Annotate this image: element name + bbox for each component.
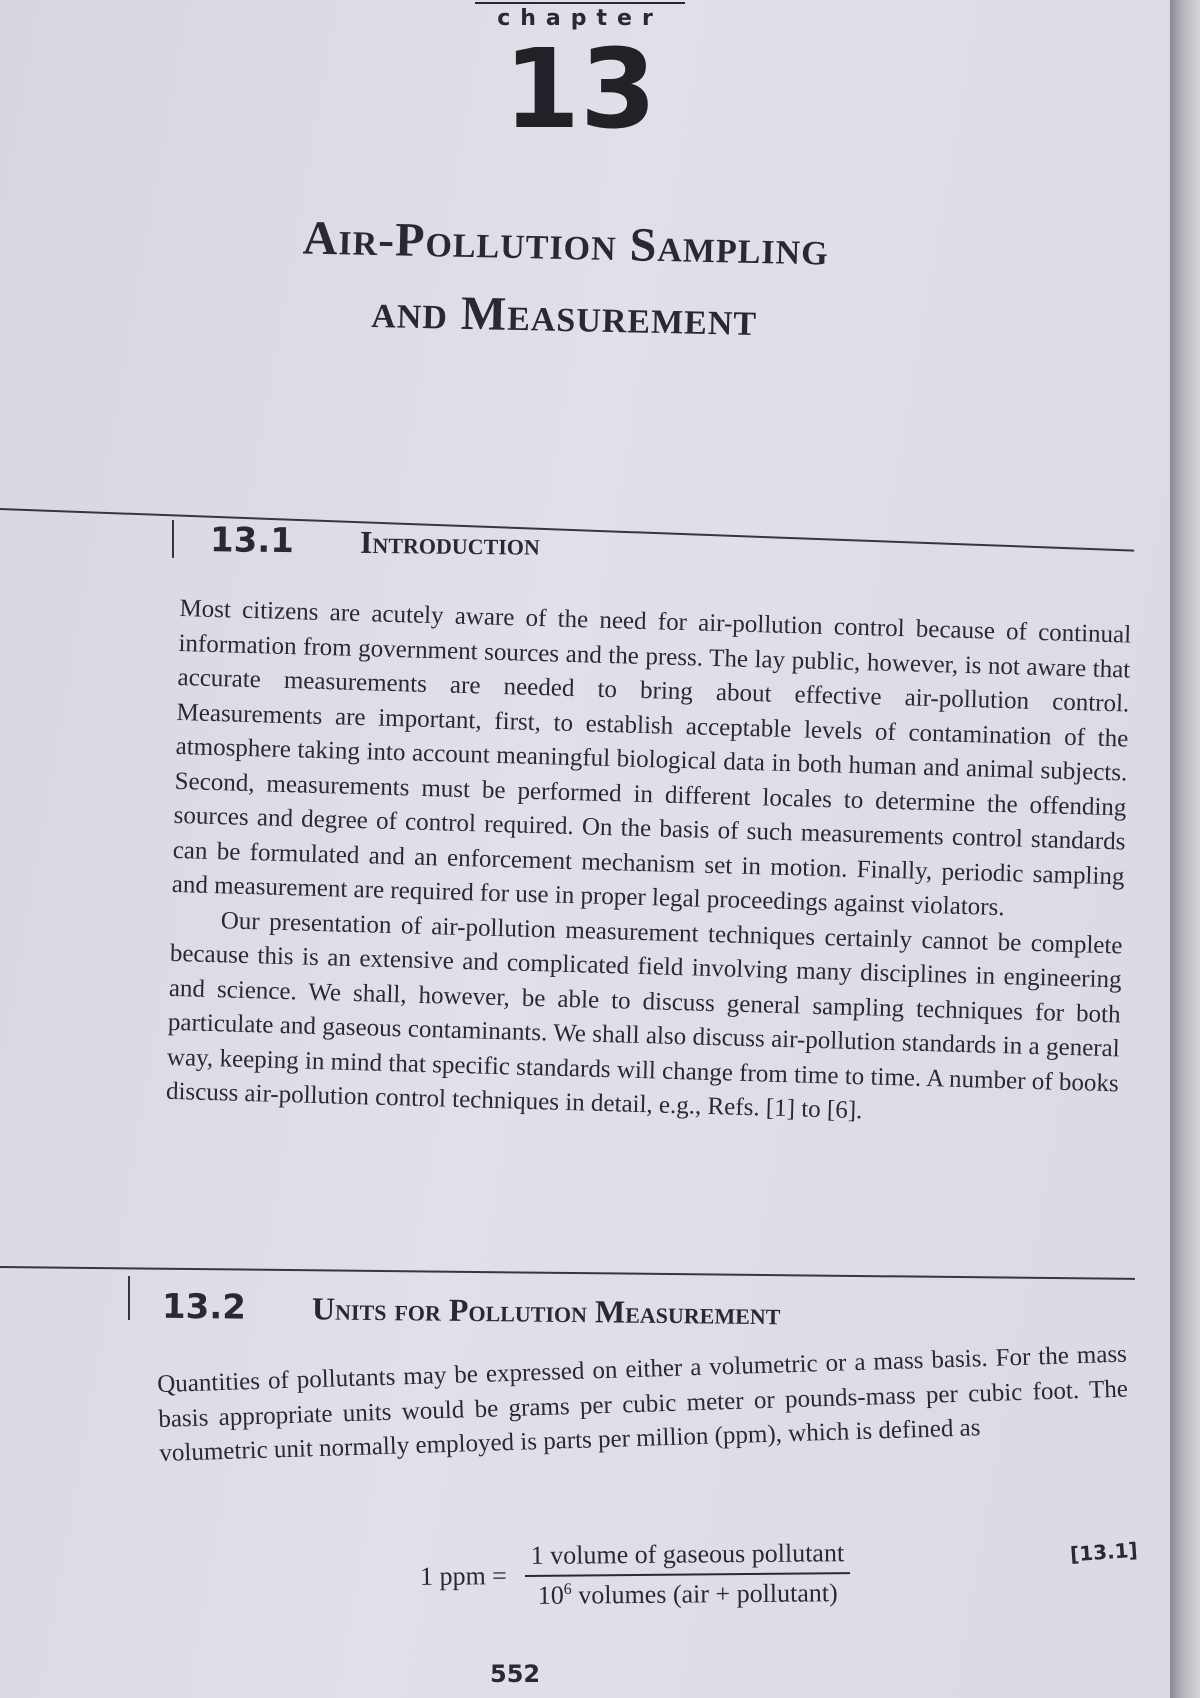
section2-paragraph: Quantities of pollutants may be expressed on either a volumetric or a mass basis. For the mass basis appropriate units would be grams per cubic meter or pounds-mass per cubic foot. The volumetric unit normally employed is parts per million (ppm), which is defined as <box>156 1340 1129 1468</box>
section1-paragraph-1: Most citizens are acutely aware of the need for air-pollution control because of continual information from government sources and the press. The lay public, however, is not aware that accurate measurements are needed to bring about effective air-pollution control. Measurements are important, first, to establish acceptable levels of contamination of the atmosphere taking into account meaningful biological data in both human and animal subjects. Second, measurements must be performed in different locales to determine the offending sources and degree of control required. On the basis of such measurements control standards can be formulated and an enforcement mechanism set in motion. Finally, periodic sampling and measurement are required for use in proper legal proceedings against violators. <box>171 594 1132 922</box>
chapter-title-line2: and Measurement <box>370 284 758 347</box>
section2-rule <box>0 1266 1135 1280</box>
equation-denominator <box>538 1574 838 1611</box>
page-number: 552 <box>490 1660 541 1688</box>
section2-title: Units for Pollution Measurement <box>311 1290 781 1332</box>
section1-heading <box>210 520 540 563</box>
chapter-title-line1: Air-Pollution Sampling <box>302 211 830 276</box>
equation-13-1 <box>420 1538 851 1612</box>
section1-rule <box>0 508 1134 552</box>
section1-bracket <box>172 520 174 558</box>
book-spine-shadow <box>1170 0 1200 1698</box>
equation-numerator: 1 volume of gaseous pollutant <box>525 1538 851 1577</box>
section2-body <box>157 1338 1130 1472</box>
equation-denominator-exponent: 6 <box>563 1580 572 1598</box>
section2-bracket <box>128 1276 130 1320</box>
section1-paragraph-2: Our presentation of air-pollution measurement techniques certainly cannot be complete because this is an extensive and complicated field involving many disciplines in engineering and science. We shall, however, be able to discuss general sampling techniques for both particulate and gaseous contaminants. We shall also discuss air-pollution standards in a general way, keeping in mind that specific standards will change from time to time. A number of books discuss air-pollution control techniques in detail, e.g., Refs. [1] to [6]. <box>165 906 1123 1125</box>
chapter-rule <box>475 2 685 4</box>
equation-denominator-base: 10 <box>537 1580 564 1610</box>
section1-number: 13.1 <box>209 520 295 562</box>
chapter-heading <box>470 0 690 153</box>
equation-denominator-rest: volumes (air + pollutant) <box>571 1578 838 1610</box>
section2-number: 13.2 <box>161 1286 247 1328</box>
section2-heading <box>162 1287 781 1333</box>
chapter-number: 13 <box>503 25 657 153</box>
section1-body <box>166 592 1132 1136</box>
section1-title: Introduction <box>359 523 541 562</box>
chapter-label: chapter <box>497 6 663 31</box>
equation-fraction <box>525 1538 851 1611</box>
chapter-title <box>149 199 982 360</box>
equation-lhs: 1 ppm = <box>419 1561 508 1591</box>
equation-number: [13.1] <box>1069 1537 1139 1567</box>
